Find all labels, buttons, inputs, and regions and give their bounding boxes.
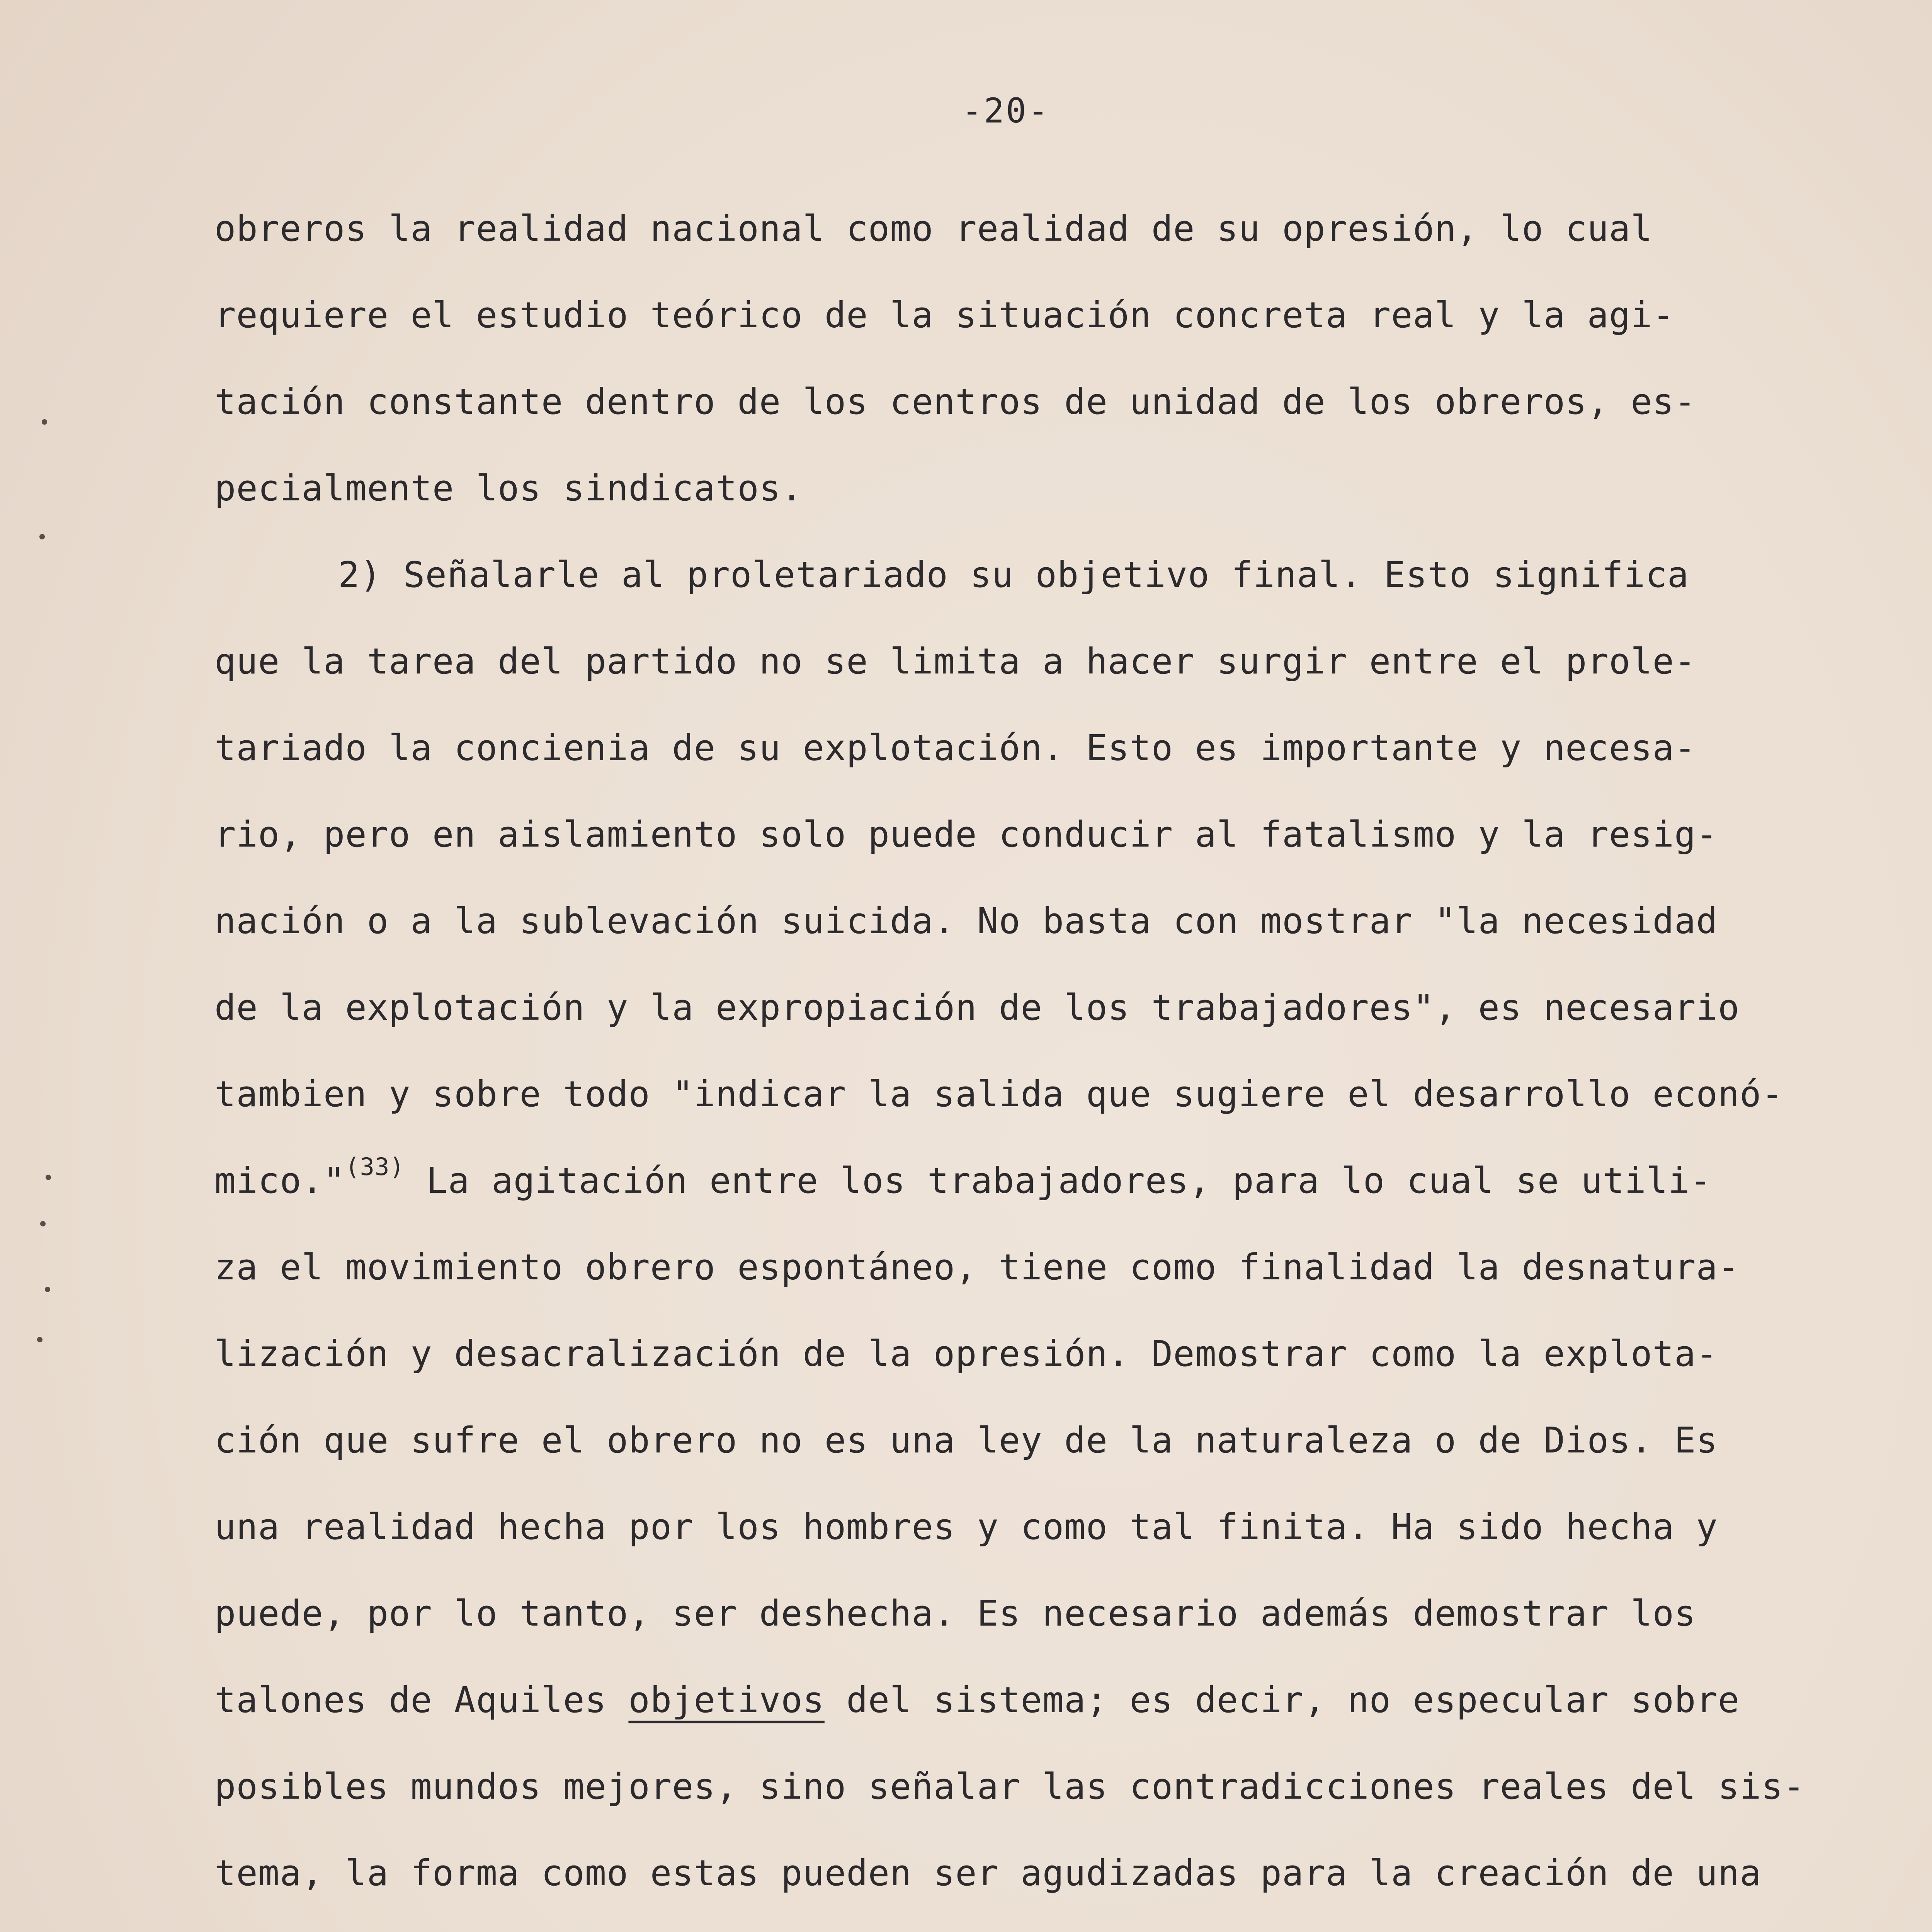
- punch-mark: [46, 1175, 51, 1180]
- text-line: tariado la concienia de su explotación. Esto es importante y necesa-: [214, 727, 1696, 769]
- text-line: puede, por lo tanto, ser deshecha. Es necesario además demostrar los: [214, 1593, 1696, 1634]
- text-segment: mico.": [214, 1160, 345, 1201]
- text-segment: del sistema; es decir, no especular sobre: [824, 1679, 1740, 1721]
- punch-mark: [37, 1337, 43, 1342]
- page-number: -20-: [962, 91, 1050, 131]
- text-line: rio, pero en aislamiento solo puede conducir al fatalismo y la resig-: [214, 814, 1718, 855]
- text-line: nación o a la sublevación suicida. No basta con mostrar "la necesidad: [214, 900, 1718, 942]
- text-line: de la explotación y la expropiación de los trabajadores", es necesario: [214, 987, 1740, 1028]
- text-line: posibles mundos mejores, sino señalar las contradicciones reales del sis-: [214, 1766, 1805, 1807]
- text-line: tación constante dentro de los centros de unidad de los obreros, es-: [214, 381, 1696, 422]
- text-line: que la tarea del partido no se limita a hacer surgir entre el prole-: [214, 641, 1696, 682]
- text-line: requiere el estudio teórico de la situación concreta real y la agi-: [214, 294, 1675, 336]
- text-line: [214, 1917, 1930, 1932]
- text-line: lización y desacralización de la opresión. Demostrar como la explota-: [214, 1333, 1718, 1374]
- underlined-word: objetivos: [628, 1679, 825, 1721]
- text-line: za el movimiento obrero espontáneo, tiene como finalidad la desnatura-: [214, 1247, 1740, 1288]
- punch-mark: [42, 419, 47, 425]
- text-line: una realidad hecha por los hombres y como tal finita. Ha sido hecha y: [214, 1506, 1718, 1548]
- text-line: [214, 1138, 1930, 1224]
- text-segment: talones de Aquiles: [214, 1679, 629, 1721]
- punch-mark: [45, 1287, 50, 1292]
- punch-mark: [39, 534, 45, 539]
- text-line: obreros la realidad nacional como realidad de su opresión, lo cual: [214, 208, 1653, 249]
- text-line: tema, la forma como estas pueden ser agudizadas para la creación de una: [214, 1852, 1762, 1894]
- text-line: 2) Señalarle al proletariado su objetivo final. Esto significa: [338, 554, 1689, 595]
- text-line: [214, 1657, 1930, 1743]
- text-segment: La agitación entre los trabajadores, para lo cual se utili-: [404, 1160, 1712, 1201]
- punch-mark: [40, 1221, 46, 1226]
- footnote-reference: (33): [345, 1153, 405, 1181]
- body-text: [214, 185, 1930, 1932]
- text-line: tambien y sobre todo "indicar la salida que sugiere el desarrollo econó-: [214, 1073, 1783, 1115]
- text-line: ción que sufre el obrero no es una ley de la naturaleza o de Dios. Es: [214, 1420, 1718, 1461]
- text-line: pecialmente los sindicatos.: [214, 468, 803, 509]
